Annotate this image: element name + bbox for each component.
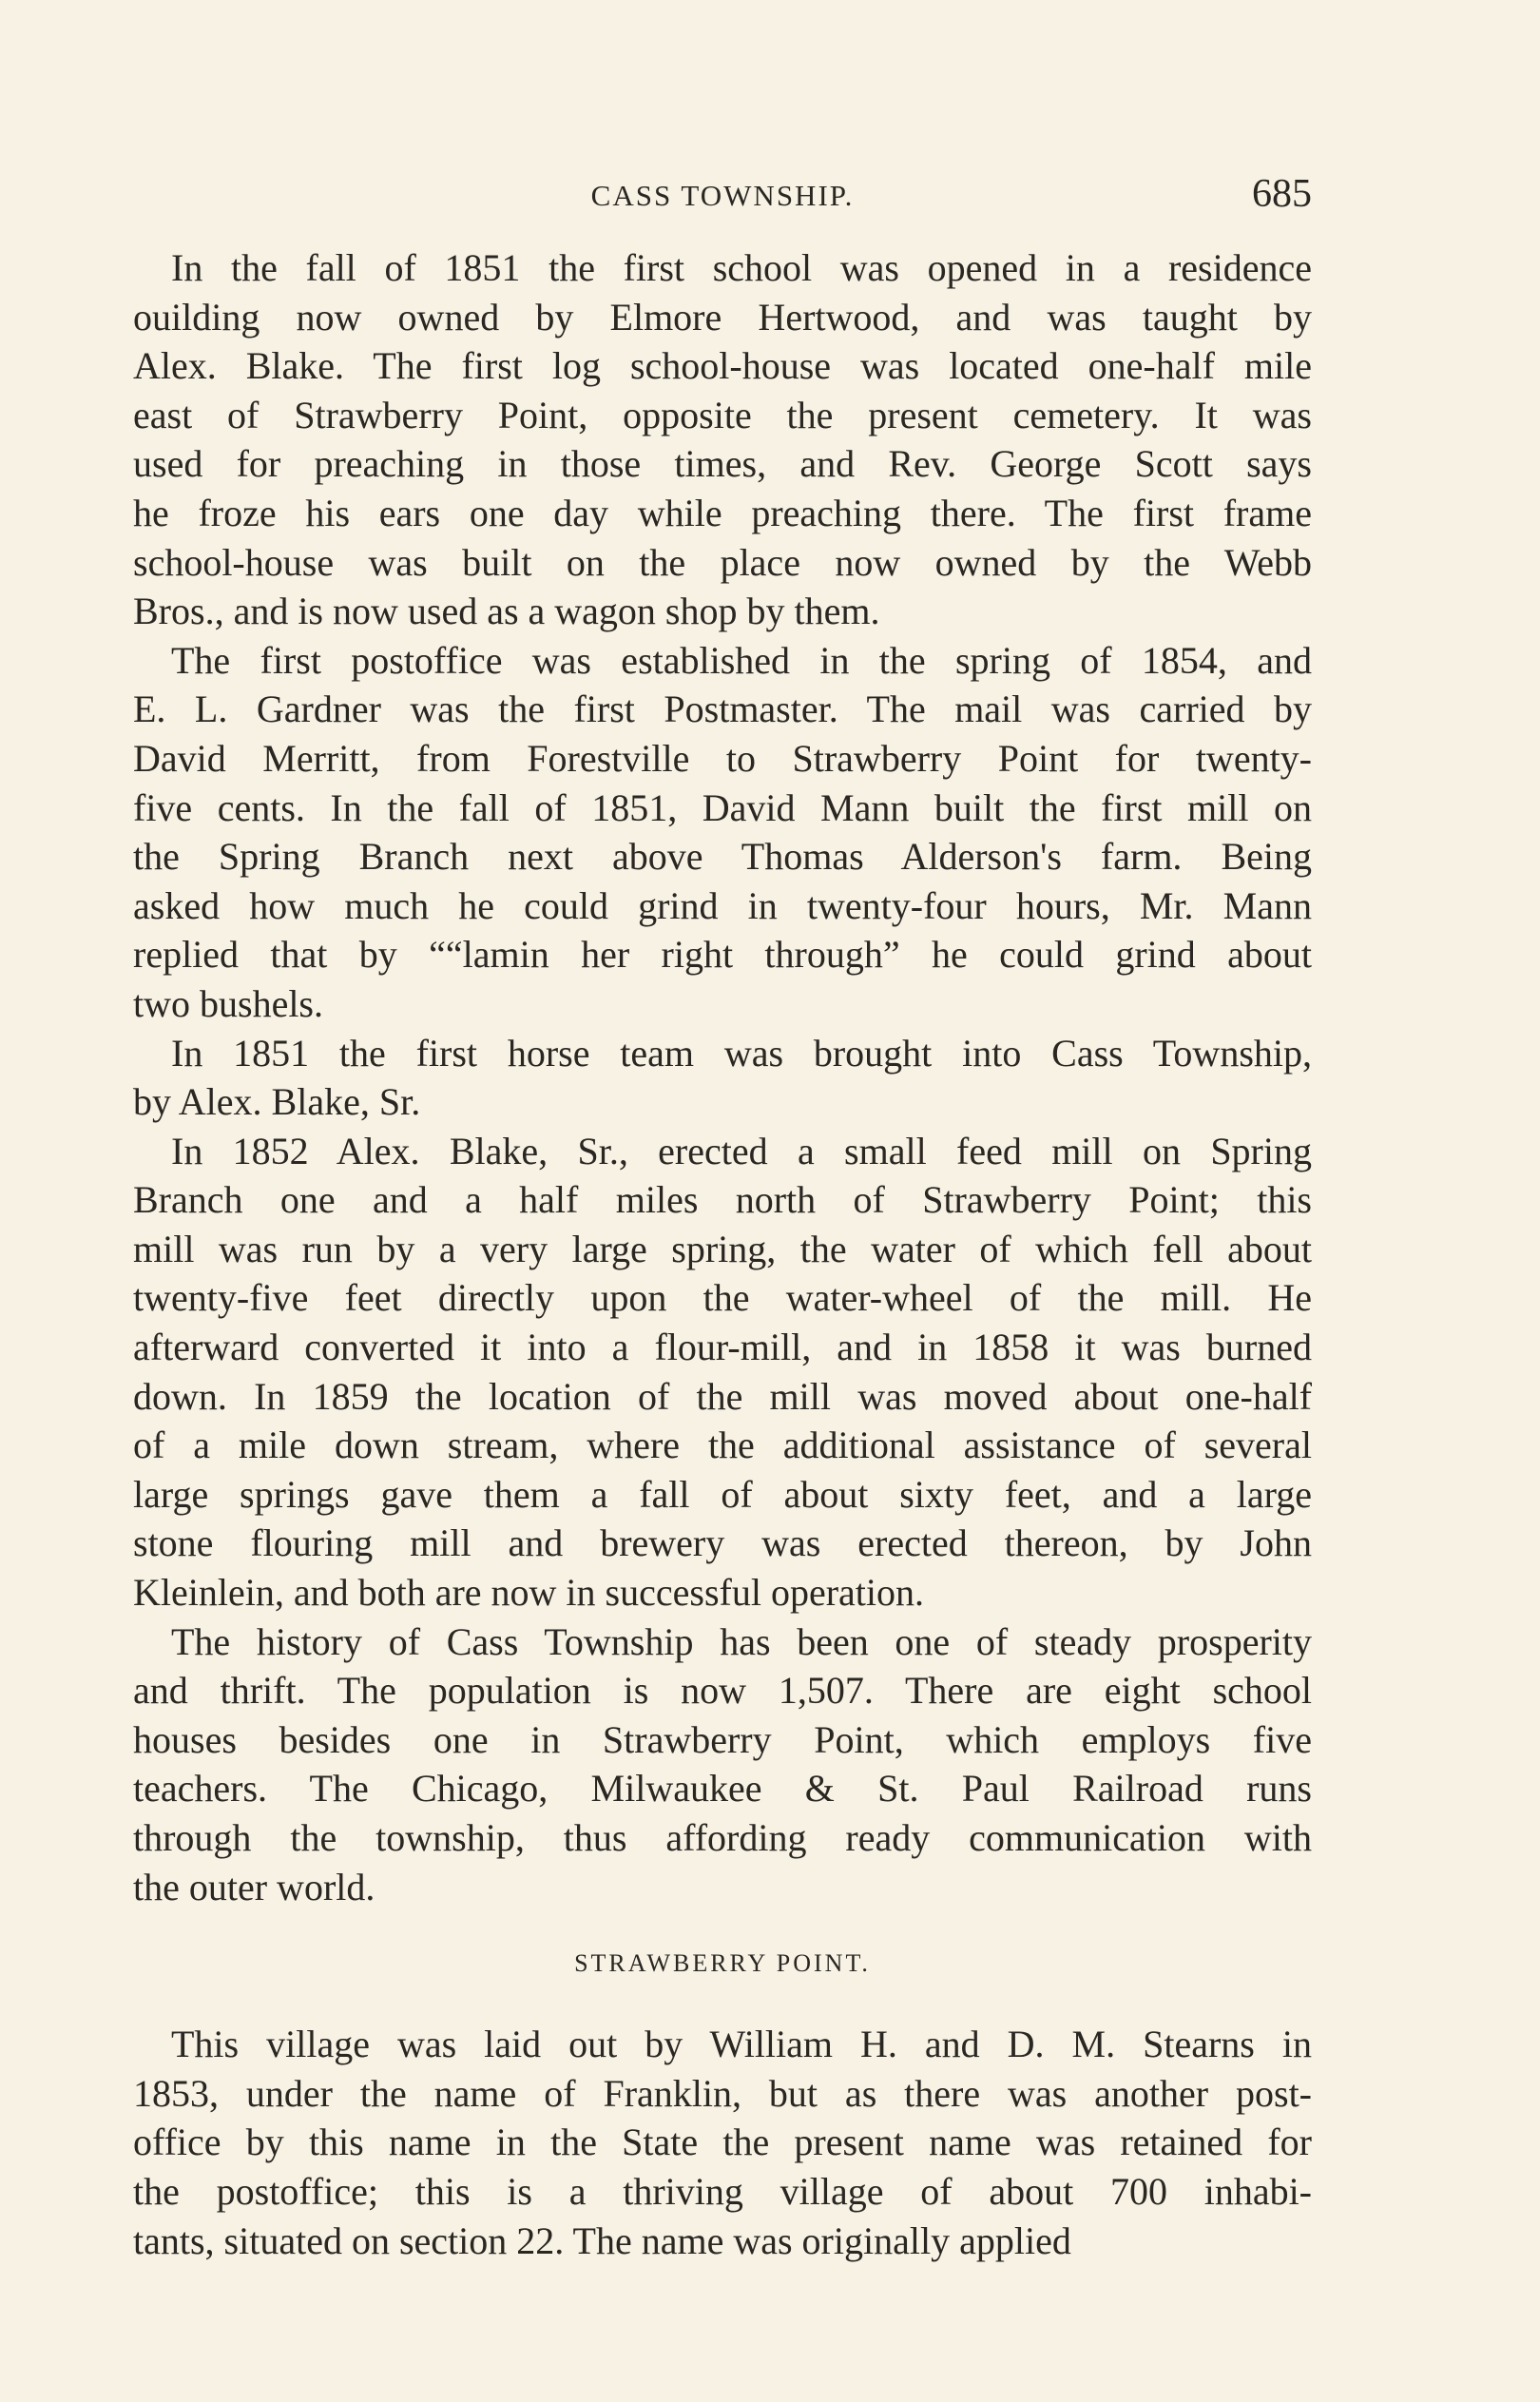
text-line: two bushels.	[133, 981, 323, 1025]
text-line: ouilding now owned by Elmore Hertwood, and was taught by	[133, 295, 1312, 339]
paragraph	[133, 243, 1312, 636]
text-line: In 1852 Alex. Blake, Sr., erected a small feed mill on Spring	[171, 1129, 1312, 1172]
paragraph	[133, 636, 1312, 1029]
running-title: CASS TOWNSHIP.	[590, 179, 855, 212]
text-line: twenty-five feet directly upon the water-wheel of the mill. He	[133, 1276, 1312, 1320]
section-paragraphs	[133, 2020, 1312, 2265]
text-line: tants, situated on section 22. The name was originally applied	[133, 2218, 1071, 2262]
text-line: he froze his ears one day while preaching there. The first frame	[133, 491, 1312, 534]
text-line: replied that by ““lamin her right through” he could grind about	[133, 933, 1312, 977]
text-line: mill was run by a very large spring, the water of which fell about	[133, 1227, 1312, 1270]
text-line: E. L. Gardner was the first Postmaster. The mail was carried by	[133, 688, 1312, 731]
text-line: afterward converted it into a flour-mill, and in 1858 it was burned	[133, 1326, 1312, 1369]
text-line: east of Strawberry Point, opposite the present cemetery. It was	[133, 393, 1312, 436]
paragraph	[133, 2020, 1312, 2265]
text-line: the postoffice; this is a thriving village of about 700 inhabi-	[133, 2169, 1312, 2213]
text-line: teachers. The Chicago, Milwaukee & St. Paul Railroad runs	[133, 1767, 1312, 1811]
text-line: Branch one and a half miles north of Strawberry Point; this	[133, 1178, 1312, 1222]
text-line: large springs gave them a fall of about sixty feet, and a large	[133, 1472, 1312, 1516]
text-line: the outer world.	[133, 1865, 375, 1908]
text-line: stone flouring mill and brewery was erected thereon, by John	[133, 1521, 1312, 1565]
section-heading: STRAWBERRY POINT.	[574, 1949, 871, 1978]
paragraph	[133, 1029, 1312, 1127]
body-text	[133, 243, 1312, 2265]
text-line: In 1851 the first horse team was brought into Cass Township,	[171, 1031, 1312, 1075]
text-line: the Spring Branch next above Thomas Alderson's farm. Being	[133, 835, 1312, 879]
main-paragraphs	[133, 243, 1312, 1911]
text-line: by Alex. Blake, Sr.	[133, 1080, 421, 1124]
text-line: Kleinlein, and both are now in successful operation.	[133, 1571, 924, 1615]
page-number: 685	[1252, 172, 1312, 216]
text-line: down. In 1859 the location of the mill was moved about one-half	[133, 1374, 1312, 1418]
text-line: through the township, thus affording ready communication with	[133, 1816, 1312, 1859]
text-line: asked how much he could grind in twenty-four hours, Mr. Mann	[133, 883, 1312, 927]
paragraph	[133, 1617, 1312, 1912]
text-line: houses besides one in Strawberry Point, which employs five	[133, 1717, 1312, 1761]
text-line: The first postoffice was established in the spring of 1854, and	[171, 638, 1312, 682]
text-line: office by this name in the State the present name was retained for	[133, 2121, 1312, 2164]
text-line: 1853, under the name of Franklin, but as there was another post-	[133, 2071, 1312, 2115]
text-line: Alex. Blake. The first log school-house was located one-half mile	[133, 344, 1312, 388]
text-line: In the fall of 1851 the first school was opened in a residence	[171, 246, 1312, 289]
paragraph	[133, 1127, 1312, 1617]
running-head	[133, 171, 1312, 219]
text-line: The history of Cass Township has been one of steady prosperity	[171, 1619, 1312, 1663]
text-line: David Merritt, from Forestville to Strawberry Point for twenty-	[133, 736, 1312, 780]
text-line: and thrift. The population is now 1,507. There are eight school	[133, 1669, 1312, 1713]
text-line: used for preaching in those times, and Rev. George Scott says	[133, 442, 1312, 486]
text-line: This village was laid out by William H. and D. M. Stearns in	[171, 2023, 1312, 2066]
text-line: of a mile down stream, where the additional assistance of several	[133, 1424, 1312, 1467]
text-line: five cents. In the fall of 1851, David Mann built the first mill on	[133, 785, 1312, 829]
text-line: school-house was built on the place now owned by the Webb	[133, 540, 1312, 584]
text-line: Bros., and is now used as a wagon shop by them.	[133, 590, 880, 633]
